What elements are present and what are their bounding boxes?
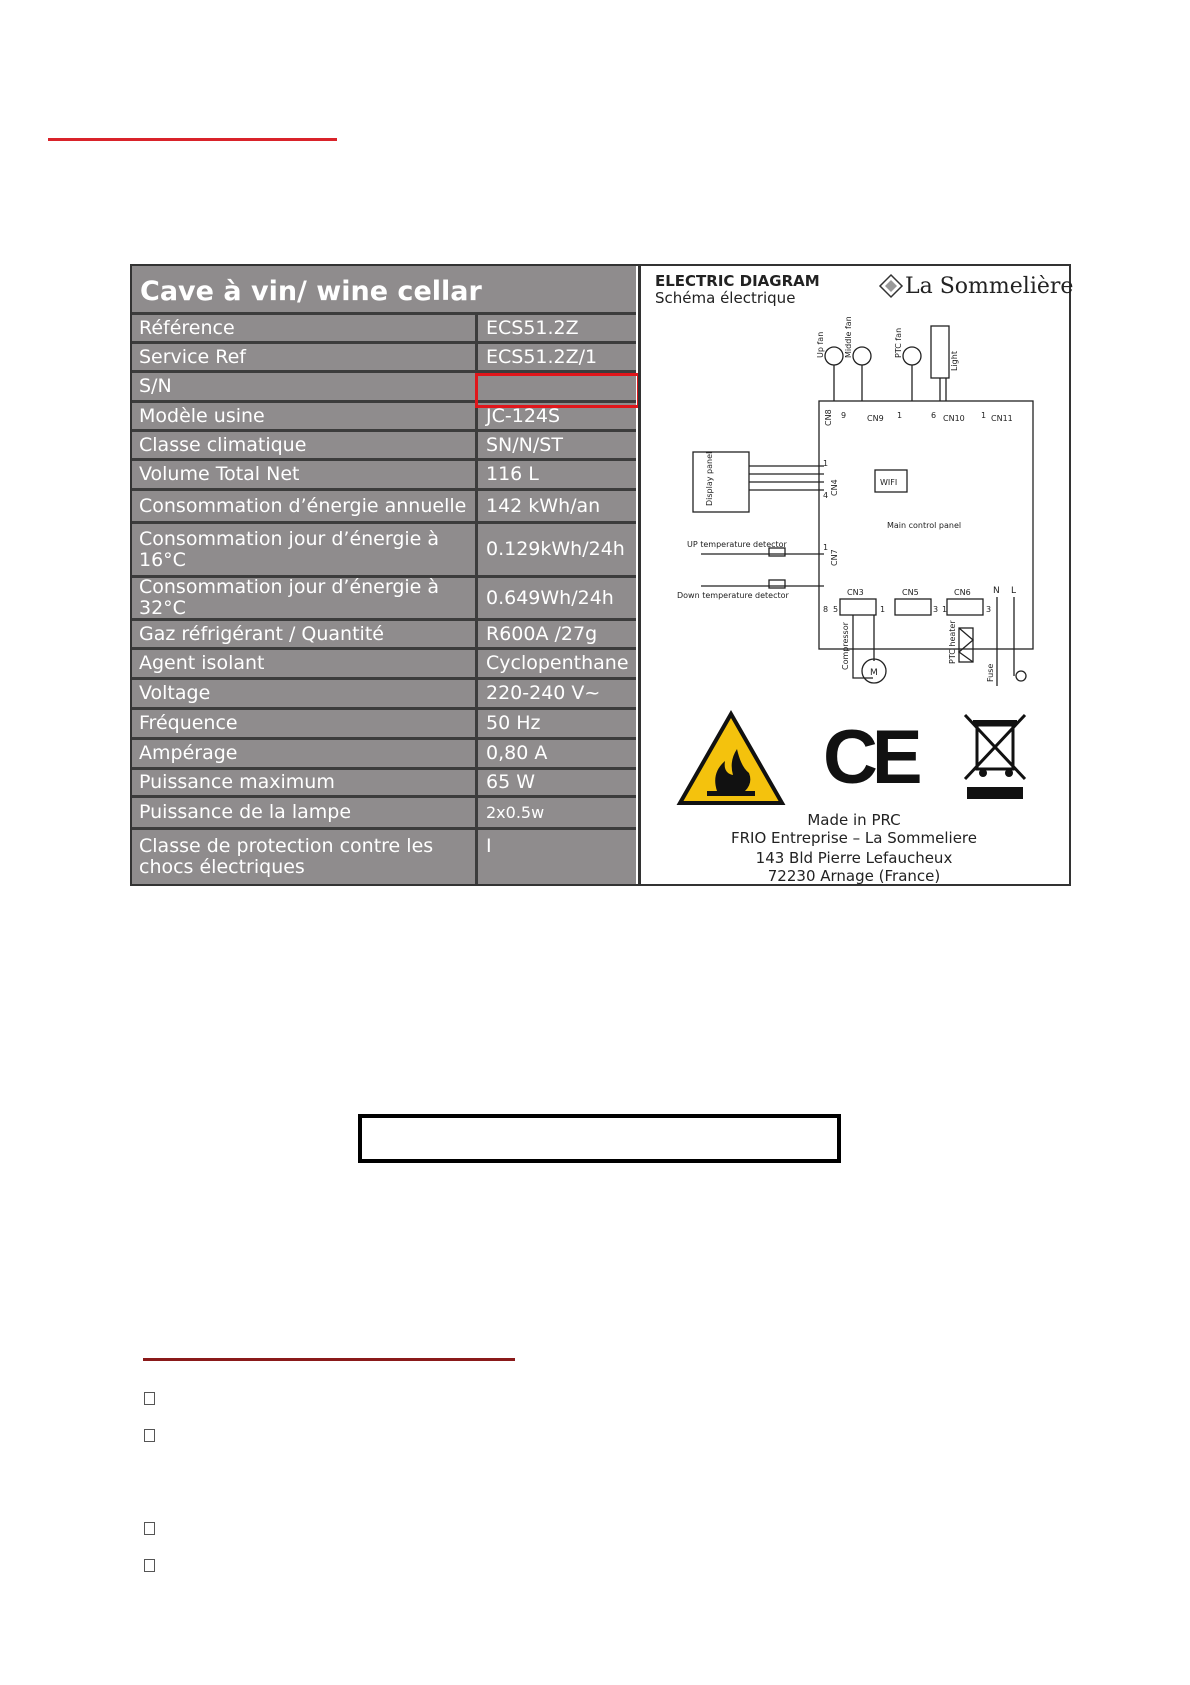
bullet-box-icon — [144, 1429, 155, 1442]
spec-label: Puissance de la lampe — [132, 798, 478, 827]
connector-label: CN3 — [847, 588, 864, 597]
spec-label: Puissance maximum — [132, 770, 478, 795]
electric-diagram-panel — [638, 266, 1074, 885]
city-text: 72230 Arnage (France) — [767, 867, 941, 885]
spec-value: 142 kWh/an — [486, 494, 601, 517]
display-panel-label: Display panel — [705, 451, 714, 506]
spec-panel — [132, 266, 636, 884]
street-text: 143 Bld Pierre Lefaucheux — [755, 849, 953, 867]
spec-value: Cyclopenthane — [486, 652, 629, 674]
pin-label: 9 — [841, 411, 847, 420]
spec-value: 0.129kWh/24h — [486, 538, 625, 560]
spec-label: Ampérage — [132, 740, 478, 767]
pin-label: 8 — [823, 605, 829, 614]
spec-value: 116 L — [486, 463, 539, 485]
brand-name: La Sommelière — [905, 274, 1074, 299]
spec-row — [132, 618, 636, 647]
weee-bin-icon — [961, 713, 1031, 799]
bullet-box-icon — [144, 1559, 155, 1572]
spec-row — [132, 677, 636, 707]
bullet-box-icon — [144, 1392, 155, 1405]
spec-row — [132, 458, 636, 488]
spec-title: Cave à vin/ wine cellar — [140, 276, 482, 307]
product-label — [130, 264, 1074, 886]
spec-label: Volume Total Net — [132, 461, 478, 488]
spec-row — [132, 795, 636, 827]
empty-frame-box — [358, 1114, 841, 1163]
ce-mark-icon: CE — [823, 715, 917, 800]
section-rule-bottom — [143, 1358, 515, 1361]
spec-label: Consommation jour d’énergie à 16°C — [132, 524, 478, 575]
spec-value: ECS51.2Z/1 — [486, 345, 598, 368]
spec-label: Gaz réfrigérant / Quantité — [132, 621, 478, 647]
connector-label: CN6 — [954, 588, 971, 597]
fan-label: PTC fan — [894, 327, 903, 358]
spec-value: 220-240 V~ — [486, 682, 601, 704]
pin-label: 3 — [986, 605, 992, 614]
spec-label: Classe de protection contre les chocs électriques — [132, 830, 478, 884]
spec-value: JC-124S — [486, 404, 561, 427]
spec-value: 65 W — [486, 771, 536, 793]
spec-row — [132, 707, 636, 737]
down-detector-label: Down temperature detector — [677, 591, 789, 600]
pin-label: 1 — [823, 543, 829, 552]
bullet-box-icon — [144, 1522, 155, 1535]
fan-label: Up fan — [816, 331, 825, 358]
wifi-label: WIFI — [880, 478, 898, 487]
spec-label: Référence — [132, 315, 478, 341]
up-detector-label: UP temperature detector — [687, 540, 787, 549]
connector-label: CN10 — [943, 414, 965, 423]
pin-label: 6 — [931, 411, 937, 420]
company-text: FRIO Entreprise – La Sommeliere — [730, 829, 977, 847]
connector-label: CN5 — [902, 588, 919, 597]
spec-label: Consommation d’énergie annuelle — [132, 491, 478, 521]
spec-row — [132, 737, 636, 767]
line-label: L — [1011, 586, 1017, 596]
fuse-label: Fuse — [986, 663, 995, 682]
diagram-title: ELECTRIC DIAGRAM — [655, 272, 820, 290]
connector-label: CN9 — [867, 414, 884, 423]
spec-label: Fréquence — [132, 710, 478, 737]
spec-label: Agent isolant — [132, 650, 478, 677]
made-in-text: Made in PRC — [807, 811, 901, 829]
connector-label: CN4 — [830, 479, 839, 496]
spec-value: SN/N/ST — [486, 433, 563, 456]
section-rule-top — [48, 138, 337, 141]
pin-label: 1 — [897, 411, 903, 420]
spec-value: 0,80 A — [486, 742, 548, 764]
spec-label: Classe climatique — [132, 432, 478, 458]
motor-label: M — [870, 668, 878, 678]
light-label: Light — [950, 351, 959, 371]
spec-value: ECS51.2Z — [486, 316, 579, 339]
pin-label: 1 — [981, 411, 987, 420]
connector-label: CN8 — [824, 409, 833, 426]
pin-label: 1 — [823, 459, 829, 468]
pin-label: 5 — [833, 605, 839, 614]
connector-label: CN7 — [830, 549, 839, 566]
spec-label: S/N — [132, 373, 478, 400]
spec-value: 0.649Wh/24h — [486, 586, 614, 609]
wiring-diagram — [641, 266, 1067, 682]
fan-label: Middle fan — [844, 316, 853, 358]
spec-value: 2x0.5w — [486, 803, 545, 822]
connector-label: CN11 — [991, 414, 1013, 423]
spec-value: R600A /27g — [486, 622, 598, 645]
spec-row — [132, 827, 636, 884]
spec-row — [132, 429, 636, 458]
main-panel-label: Main control panel — [887, 521, 962, 530]
spec-label: Service Ref — [132, 344, 478, 370]
pin-label: 1 — [880, 605, 886, 614]
serial-number-highlight — [475, 373, 640, 408]
spec-row — [132, 341, 636, 370]
ptc-heater-label: PTC heater — [948, 620, 957, 664]
compressor-label: Compressor — [841, 622, 850, 670]
pin-label: 4 — [823, 491, 829, 500]
spec-row — [132, 767, 636, 795]
spec-row — [132, 521, 636, 575]
spec-value: 50 Hz — [486, 712, 541, 734]
spec-row — [132, 647, 636, 677]
spec-row — [132, 312, 636, 341]
spec-row — [132, 488, 636, 521]
pin-label: 3 — [933, 605, 939, 614]
pin-label: 1 — [942, 605, 948, 614]
spec-label: Consommation jour d’énergie à 32°C — [132, 578, 478, 618]
spec-row — [132, 575, 636, 618]
spec-label: Voltage — [132, 680, 478, 707]
flammable-warning-icon — [677, 711, 785, 807]
spec-value: I — [486, 835, 492, 857]
diagram-subtitle: Schéma électrique — [655, 289, 796, 307]
spec-label: Modèle usine — [132, 403, 478, 429]
neutral-label: N — [993, 586, 1000, 596]
